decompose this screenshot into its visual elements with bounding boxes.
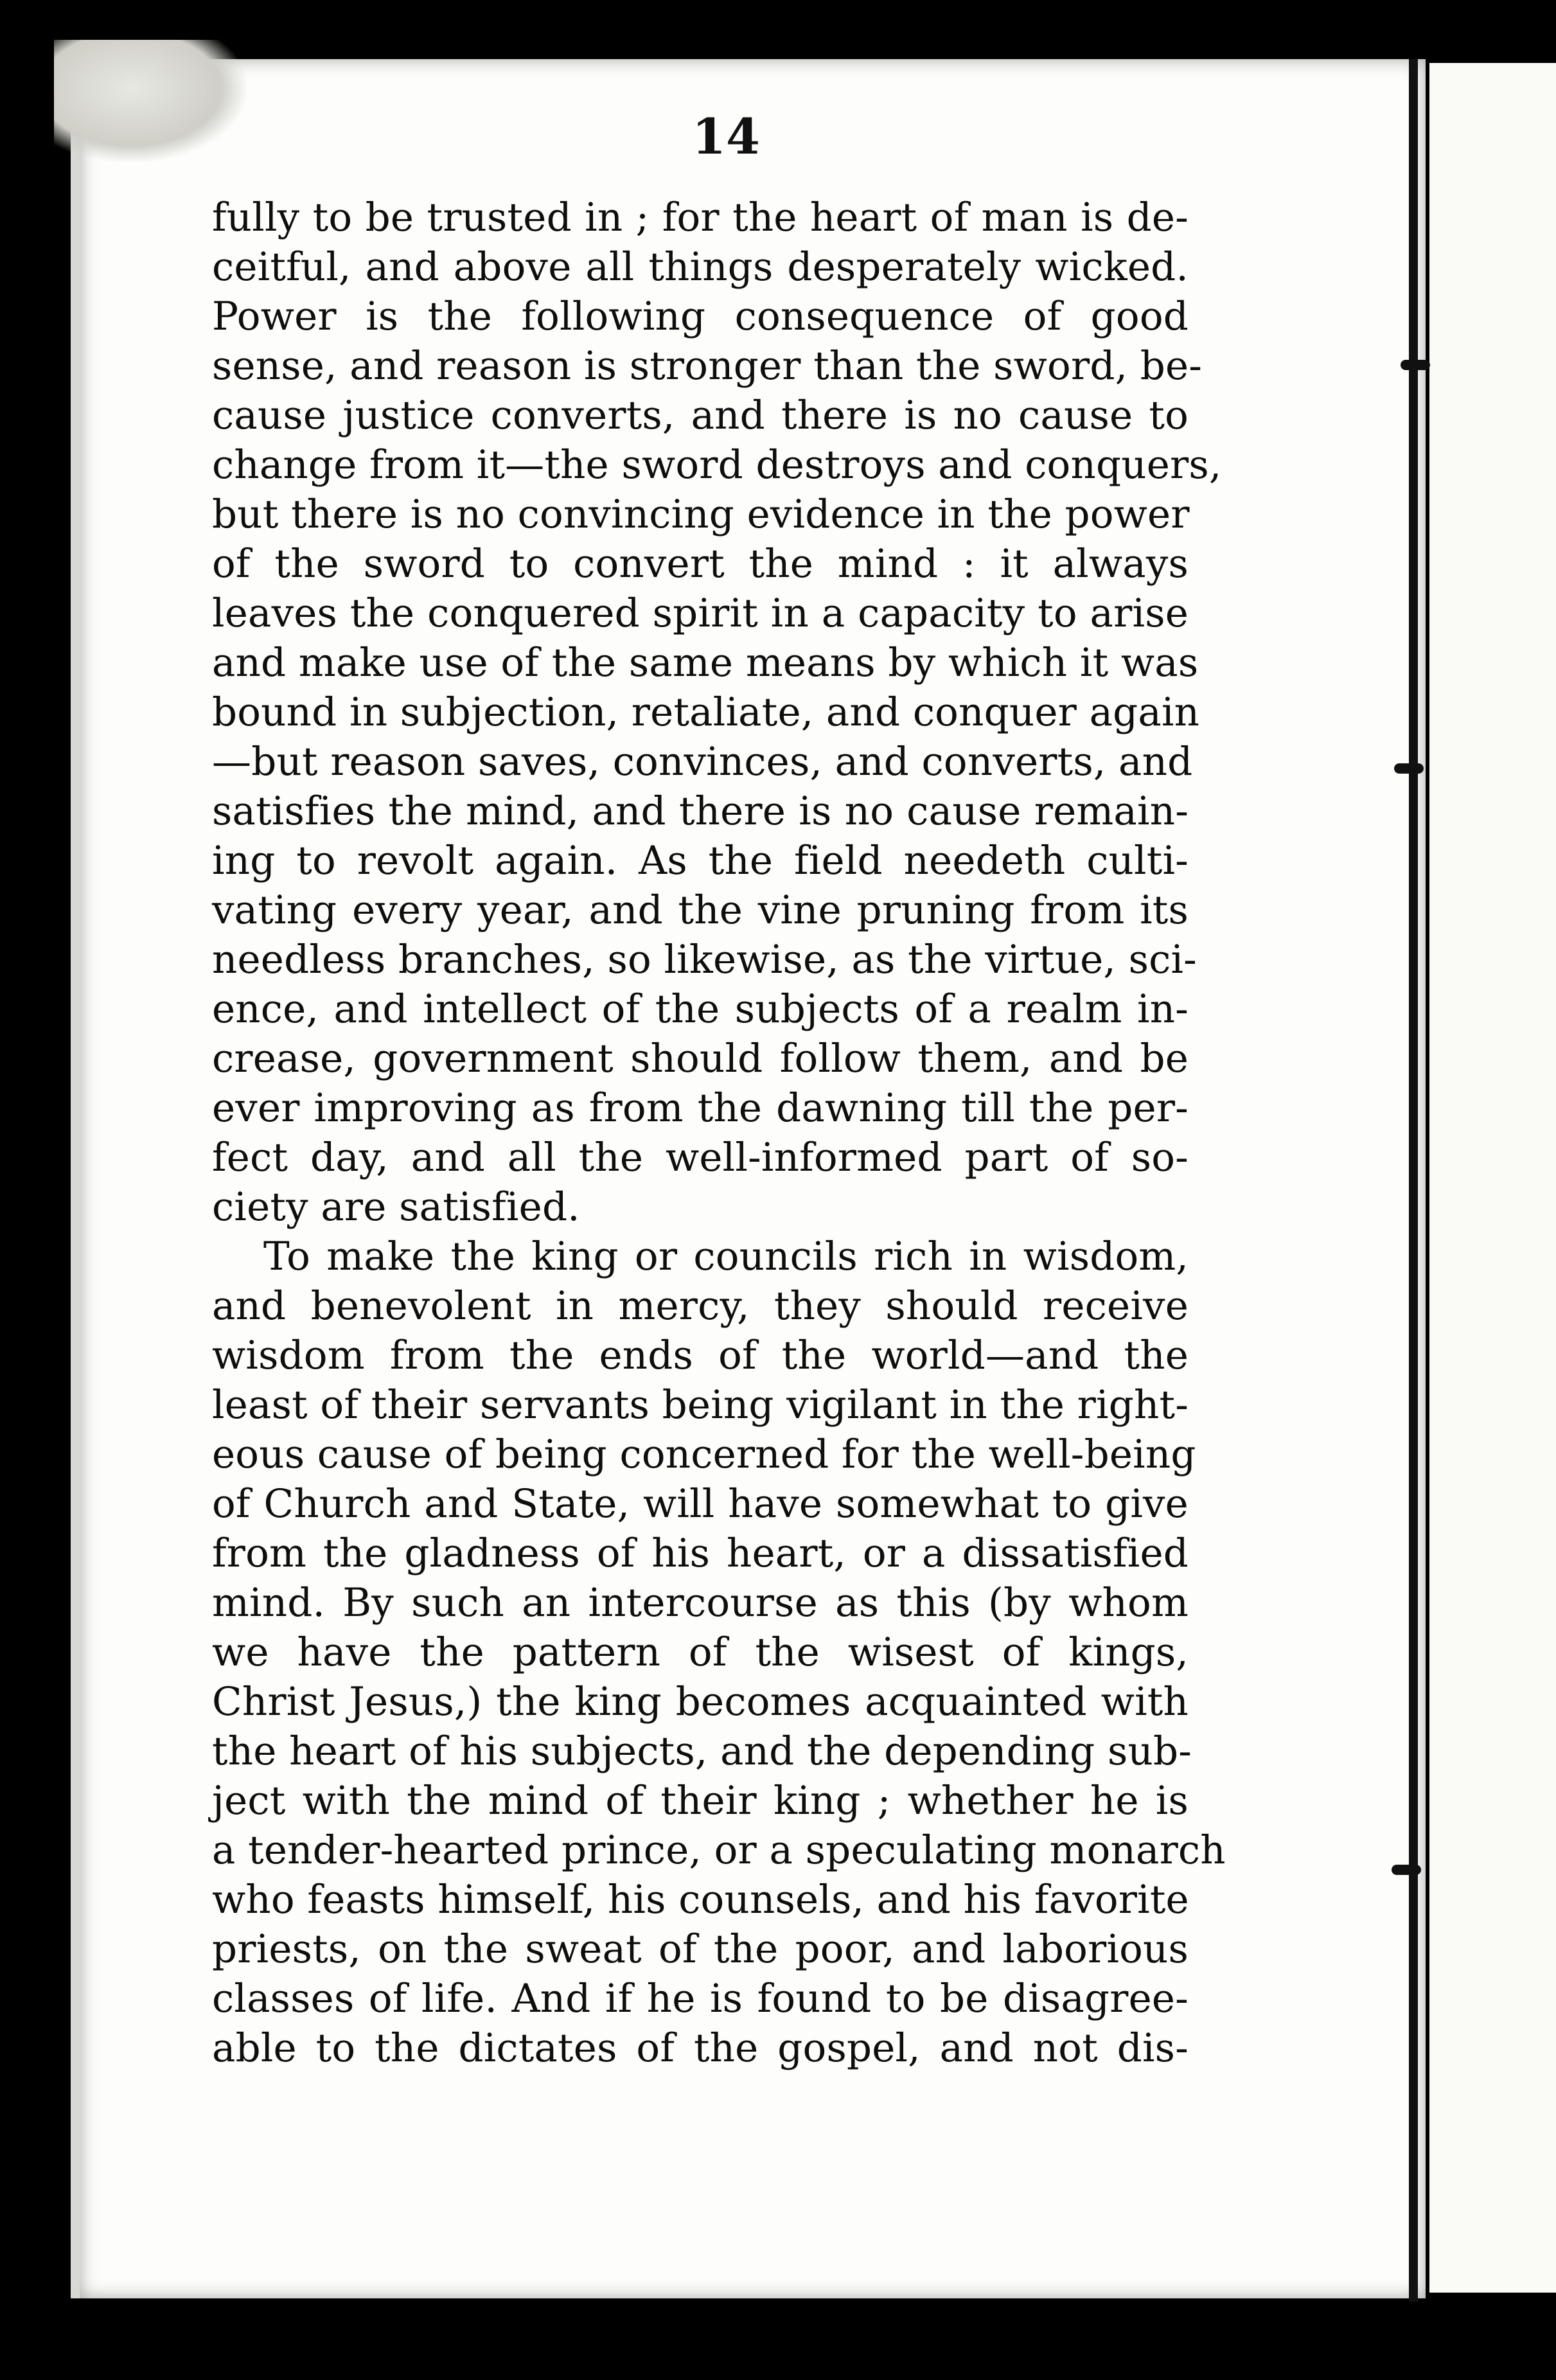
text-line: Christ Jesus,) the king becomes acquainted with: [212, 1679, 1189, 1725]
binding-thread-mark: [1401, 360, 1430, 370]
text-line: who feasts himself, his counsels, and his favorite: [212, 1877, 1189, 1923]
text-line: the heart of his subjects, and the depending sub-: [212, 1728, 1192, 1774]
text-line: we have the pattern of the wisest of kings,: [212, 1630, 1189, 1675]
binding-thread-mark: [1394, 763, 1424, 774]
paragraph: [212, 193, 1222, 1232]
text-line: —but reason saves, convinces, and converts, and: [212, 739, 1193, 785]
text-line: bound in subjection, retaliate, and conquer again: [212, 689, 1200, 735]
text-line: able to the dictates of the gospel, and not dis-: [212, 2025, 1189, 2071]
text-line: classes of life. And if he is found to be disagree-: [212, 1976, 1189, 2021]
text-line: ciety are satisfied.: [212, 1184, 580, 1230]
text-line: cause justice converts, and there is no cause to: [212, 393, 1189, 438]
text-line: a tender-hearted prince, or a speculating monarch: [212, 1827, 1226, 1873]
text-line: fully to be trusted in ; for the heart of man is de-: [212, 195, 1189, 240]
text-line: ing to revolt again. As the field needeth culti-: [212, 838, 1189, 884]
text-line: vating every year, and the vine pruning from its: [212, 887, 1189, 933]
text-line: change from it—the sword destroys and conquers,: [212, 442, 1222, 488]
text-line: Power is the following consequence of good: [212, 294, 1189, 339]
text-line: but there is no convincing evidence in the power: [212, 492, 1190, 537]
text-line: eous cause of being concerned for the well-being: [212, 1432, 1196, 1477]
binding-thread-mark: [1392, 1865, 1421, 1875]
text-line: from the gladness of his heart, or a dissatisfied: [212, 1531, 1189, 1576]
book-spine: [1409, 59, 1418, 2302]
text-line: ever improving as from the dawning till the per-: [212, 1085, 1189, 1131]
text-line: crease, government should follow them, and be: [212, 1036, 1189, 1081]
text-line: priests, on the sweat of the poor, and laborious: [212, 1926, 1189, 1972]
text-line: needless branches, so likewise, as the virtue, sci-: [212, 937, 1197, 982]
text-line: of the sword to convert the mind : it always: [212, 541, 1189, 587]
body-text: [212, 193, 1226, 2073]
text-line: satisfies the mind, and there is no cause remain-: [212, 788, 1189, 834]
text-line: wisdom from the ends of the world—and the: [212, 1333, 1189, 1378]
text-line: ject with the mind of their king ; whether he is: [212, 1778, 1189, 1824]
text-line: of Church and State, will have somewhat to give: [212, 1481, 1189, 1527]
paragraph: [212, 1232, 1226, 2073]
text-line: least of their servants being vigilant in the right-: [212, 1382, 1189, 1428]
text-line: ence, and intellect of the subjects of a realm in-: [212, 986, 1189, 1032]
page-number: 14: [692, 108, 760, 165]
facing-page-edge: [1429, 63, 1556, 2293]
text-line: leaves the conquered spirit in a capacity to arise: [212, 591, 1189, 636]
text-line: and benevolent in mercy, they should receive: [212, 1283, 1189, 1329]
text-line: ceitful, and above all things desperately wicked.: [212, 244, 1189, 290]
text-line: mind. By such an intercourse as this (by whom: [212, 1580, 1189, 1626]
text-line: To make the king or councils rich in wisdom,: [263, 1234, 1189, 1279]
text-line: sense, and reason is stronger than the sword, be-: [212, 343, 1203, 389]
text-line: and make use of the same means by which it was: [212, 640, 1199, 686]
text-line: fect day, and all the well-informed part of so-: [212, 1135, 1189, 1180]
